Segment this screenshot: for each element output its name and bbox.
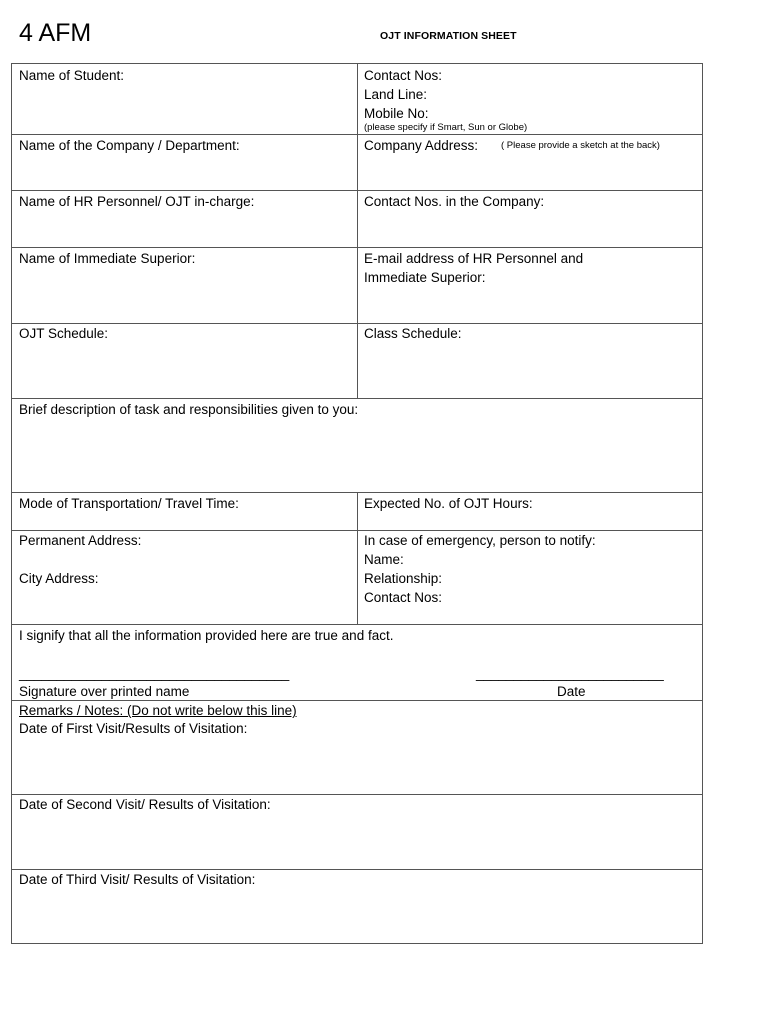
date-label: Date <box>557 684 586 699</box>
document-title: OJT INFORMATION SHEET <box>380 30 517 42</box>
label-emergency-relationship: Relationship: <box>364 571 443 586</box>
ojt-form <box>11 63 703 944</box>
label-email-address-1: E-mail address of HR Personnel and <box>364 251 584 266</box>
label-contact-nos: Contact Nos: <box>364 68 443 83</box>
label-second-visit: Date of Second Visit/ Results of Visitation: <box>19 797 271 812</box>
label-company-contact-nos: Contact Nos. in the Company: <box>364 194 545 209</box>
signature-label: Signature over printed name <box>19 684 190 699</box>
label-hr-personnel: Name of HR Personnel/ OJT in-charge: <box>19 194 255 209</box>
row-divider <box>12 624 702 625</box>
date-line: _________________________ <box>476 666 664 681</box>
label-company-department: Name of the Company / Department: <box>19 138 240 153</box>
label-company-address: Company Address: <box>364 138 479 153</box>
label-immediate-superior: Name of Immediate Superior: <box>19 251 196 266</box>
remarks-heading: Remarks / Notes: (Do not write below this line) <box>19 703 297 718</box>
mobile-network-note: (please specify if Smart, Sun or Globe) <box>364 122 528 133</box>
signature-line: ____________________________________ <box>19 666 290 681</box>
label-ojt-schedule: OJT Schedule: <box>19 326 109 341</box>
document-code: 4 AFM <box>19 19 92 47</box>
label-expected-ojt-hours: Expected No. of OJT Hours: <box>364 496 533 511</box>
declaration-text: I signify that all the information provided here are true and fact. <box>19 628 394 643</box>
label-emergency-name: Name: <box>364 552 404 567</box>
label-email-address-2: Immediate Superior: <box>364 270 486 285</box>
label-third-visit: Date of Third Visit/ Results of Visitation: <box>19 872 256 887</box>
label-task-description: Brief description of task and responsibilities given to you: <box>19 402 359 417</box>
label-emergency-contact-nos: Contact Nos: <box>364 590 443 605</box>
label-first-visit: Date of First Visit/Results of Visitation: <box>19 721 248 736</box>
label-land-line: Land Line: <box>364 87 428 102</box>
label-emergency-contact: In case of emergency, person to notify: <box>364 533 596 548</box>
label-transportation: Mode of Transportation/ Travel Time: <box>19 496 239 511</box>
sketch-note: ( Please provide a sketch at the back) <box>501 140 660 151</box>
label-class-schedule: Class Schedule: <box>364 326 462 341</box>
label-city-address: City Address: <box>19 571 99 586</box>
label-name-of-student: Name of Student: <box>19 68 125 83</box>
row-divider <box>12 398 702 399</box>
column-divider <box>357 492 358 624</box>
label-mobile-no: Mobile No: <box>364 106 429 121</box>
column-divider <box>357 64 358 398</box>
label-permanent-address: Permanent Address: <box>19 533 142 548</box>
